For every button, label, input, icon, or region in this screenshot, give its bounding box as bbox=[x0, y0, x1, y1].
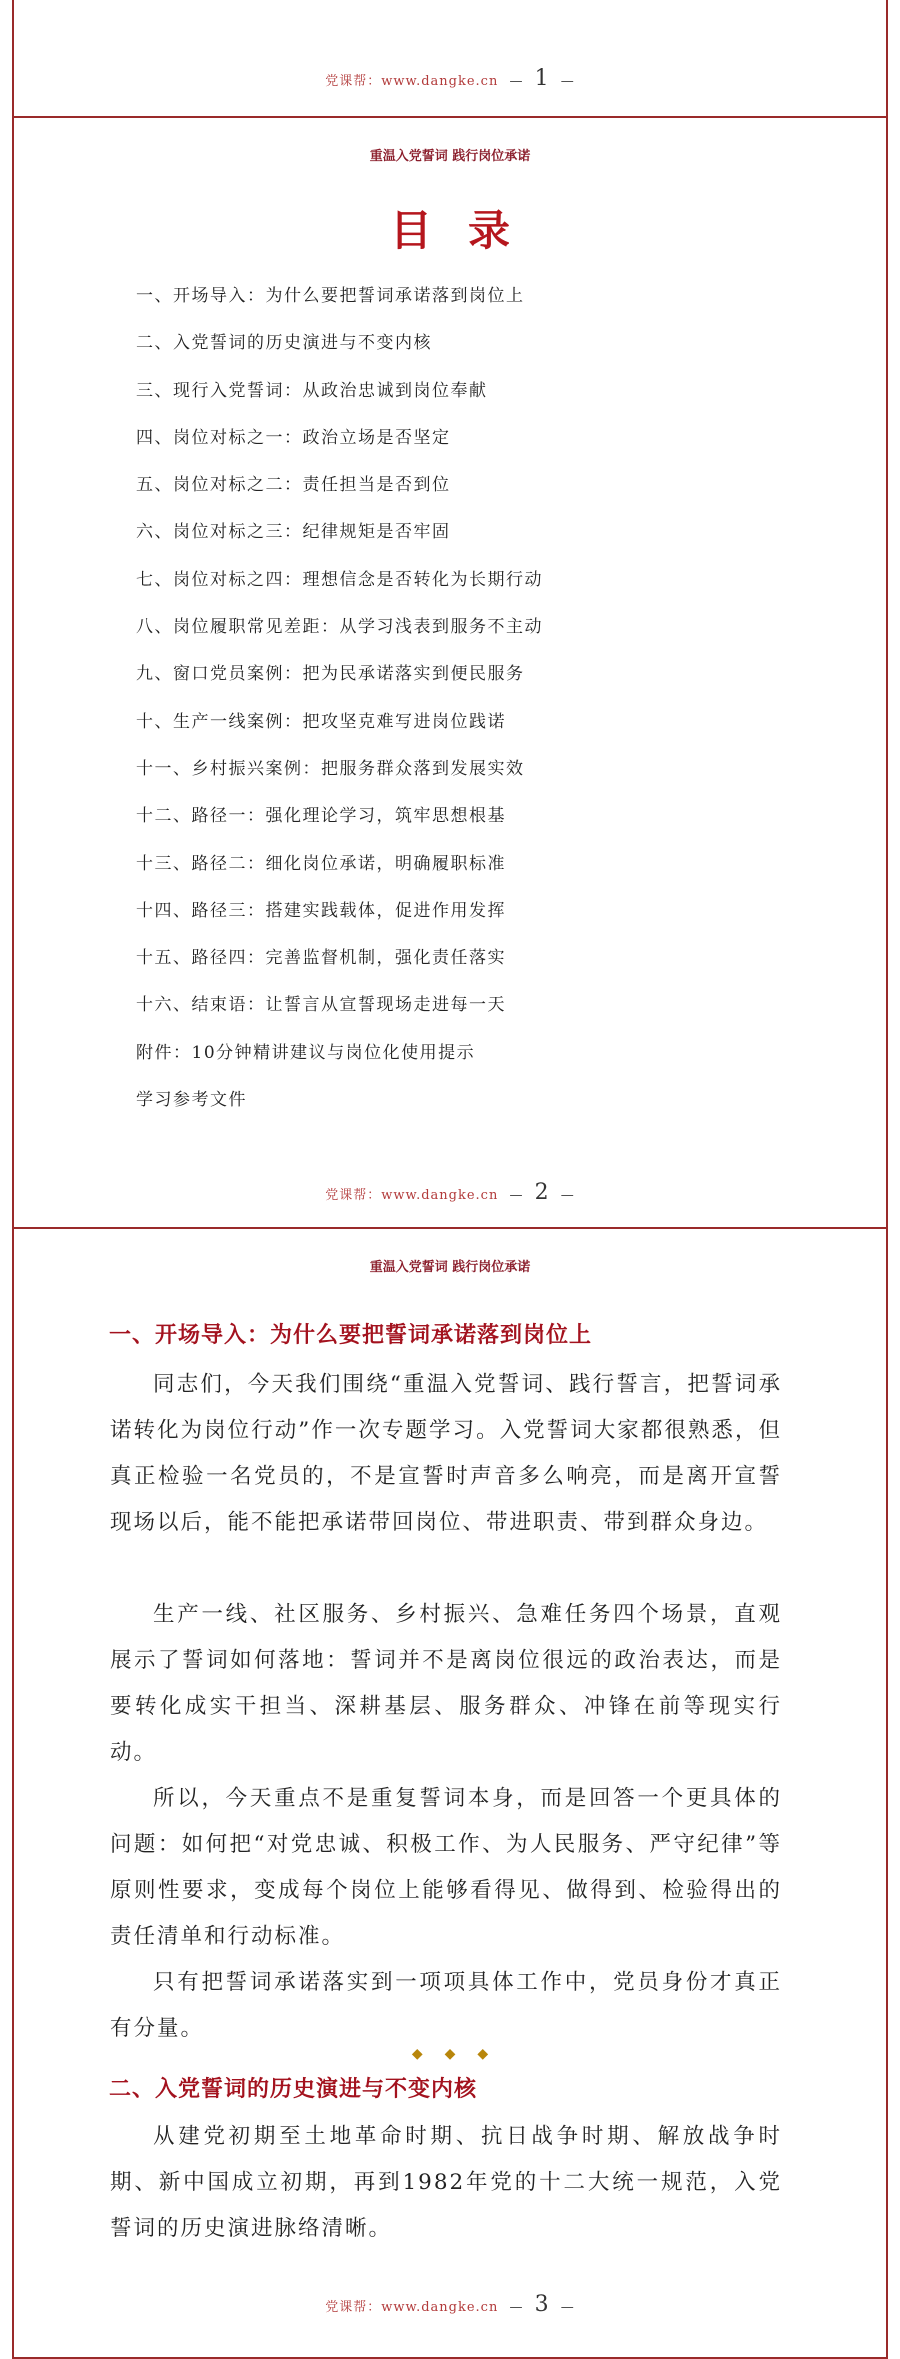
toc-item: 十一、乡村振兴案例：把服务群众落到发展实效 bbox=[136, 758, 525, 779]
toc-item: 一、开场导入：为什么要把誓词承诺落到岗位上 bbox=[136, 286, 525, 306]
page-footer-3 bbox=[14, 2292, 886, 2317]
running-header: 重温入党誓词 践行岗位承诺 bbox=[369, 149, 531, 164]
footer-site: 党课帮：www.dangke.cn bbox=[325, 1188, 499, 1203]
footer-site: 党课帮：www.dangke.cn bbox=[325, 74, 499, 89]
toc-item: 十五、路径四：完善监督机制，强化责任落实 bbox=[136, 948, 506, 969]
toc-item: 五、岗位对标之二：责任担当是否到位 bbox=[136, 475, 451, 496]
footer-dash: — bbox=[560, 1188, 575, 1203]
toc-item: 十六、结束语：让誓言从宣誓现场走进每一天 bbox=[136, 995, 506, 1016]
page-footer-1 bbox=[14, 66, 886, 91]
document bbox=[12, 0, 888, 2359]
section-heading-1: 一、开场导入：为什么要把誓词承诺落到岗位上 bbox=[109, 1323, 593, 1348]
toc-item: 十三、路径二：细化岗位承诺，明确履职标准 bbox=[136, 853, 506, 874]
toc-item: 七、岗位对标之四：理想信念是否转化为长期行动 bbox=[136, 569, 543, 590]
section-heading-2: 二、入党誓词的历史演进与不变内核 bbox=[109, 2077, 478, 2102]
toc-item: 十四、路径三：搭建实践载体，促进作用发挥 bbox=[136, 900, 506, 921]
toc-item: 八、岗位履职常见差距：从学习浅表到服务不主动 bbox=[136, 617, 543, 638]
toc-item: 十二、路径一：强化理论学习，筑牢思想根基 bbox=[136, 806, 506, 827]
toc-item: 四、岗位对标之一：政治立场是否坚定 bbox=[136, 427, 451, 448]
toc-title: 目录 bbox=[389, 206, 546, 255]
page-separator bbox=[14, 1227, 886, 1229]
toc-item: 六、岗位对标之三：纪律规矩是否牢固 bbox=[136, 522, 451, 543]
footer-dash: — bbox=[509, 1188, 524, 1203]
toc-list bbox=[136, 273, 543, 1124]
section-divider: ◆◆◆ bbox=[411, 2046, 511, 2062]
page-footer-2 bbox=[14, 1180, 886, 1205]
toc-item: 三、现行入党誓词：从政治忠诚到岗位奉献 bbox=[136, 380, 488, 401]
page-number: 3 bbox=[534, 2292, 550, 2317]
toc-item: 十、生产一线案例：把攻坚克难写进岗位践诺 bbox=[136, 711, 506, 732]
footer-dash: — bbox=[509, 74, 524, 89]
toc-item: 二、入党誓词的历史演进与不变内核 bbox=[136, 333, 432, 354]
footer-site: 党课帮：www.dangke.cn bbox=[325, 2300, 499, 2315]
toc-item: 附件：10分钟精讲建议与岗位化使用提示 bbox=[136, 1042, 476, 1063]
page-separator bbox=[14, 116, 886, 118]
page-number: 1 bbox=[534, 66, 550, 91]
footer-dash: — bbox=[560, 2300, 575, 2315]
toc-item: 学习参考文件 bbox=[136, 1090, 247, 1111]
page-number: 2 bbox=[534, 1180, 550, 1205]
paragraph: 所以，今天重点不是重复誓词本身，而是回答一个更具体的问题：如何把“对党忠诚、积极工作、为人民服务、严守纪律”等原则性要求，变成每个岗位上能够看得见、做得到、检验得出的责任清单和行动标准。 bbox=[110, 1786, 782, 1949]
footer-dash: — bbox=[509, 2300, 524, 2315]
footer-dash: — bbox=[560, 74, 575, 89]
paragraph: 同志们，今天我们围绕“重温入党誓词、践行誓言，把誓词承诺转化为岗位行动”作一次专题学习。入党誓词大家都很熟悉，但真正检验一名党员的，不是宣誓时声音多么响亮，而是离开宣誓现场以后，能不能把承诺带回岗位、带进职责、带到群众身边。 bbox=[110, 1372, 782, 1535]
toc-item: 九、窗口党员案例：把为民承诺落实到便民服务 bbox=[136, 664, 525, 685]
paragraph: 生产一线、社区服务、乡村振兴、急难任务四个场景，直观展示了誓词如何落地：誓词并不是离岗位很远的政治表达，而是要转化成实干担当、深耕基层、服务群众、冲锋在前等现实行动。 bbox=[110, 1602, 782, 1765]
paragraph: 从建党初期至土地革命时期、抗日战争时期、解放战争时期、新中国成立初期，再到1982年党的十二大统一规范，入党誓词的历史演进脉络清晰。 bbox=[110, 2124, 782, 2241]
paragraph: 只有把誓词承诺落实到一项项具体工作中，党员身份才真正有分量。 bbox=[110, 1970, 782, 2041]
running-header: 重温入党誓词 践行岗位承诺 bbox=[369, 1260, 531, 1275]
